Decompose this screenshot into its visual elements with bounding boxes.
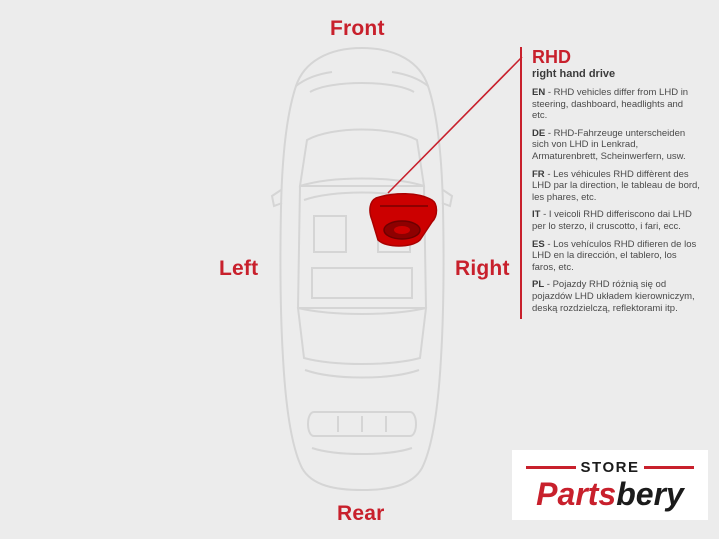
- logo-brand-text: [536, 477, 684, 511]
- callout-language-de: [532, 128, 700, 163]
- language-text-de: - RHD-Fahrzeuge unterscheiden sich von LHD in Lenkrad, Armaturenbrett, Scheinwerfern, usw.: [532, 127, 686, 162]
- orientation-label-right: Right: [455, 257, 510, 280]
- language-code-fr: FR: [532, 168, 545, 180]
- callout-language-es: [532, 239, 700, 274]
- logo-store-row: [526, 459, 694, 476]
- callout-language-en: [532, 87, 700, 122]
- language-code-en: EN: [532, 87, 546, 98]
- rhd-callout-panel: [520, 47, 700, 319]
- language-code-es: ES: [532, 238, 545, 250]
- language-code-it: IT: [532, 209, 541, 221]
- language-text-es: - Los vehículos RHD difieren de los LHD en la dirección, el tablero, los faros, etc.: [532, 238, 697, 273]
- callout-language-pl: [532, 279, 700, 314]
- logo-brand-second: bery: [616, 476, 684, 512]
- rhd-highlight-region: [370, 194, 437, 246]
- orientation-label-rear: Rear: [337, 502, 385, 525]
- callout-subtitle: right hand drive: [532, 68, 616, 80]
- brand-logo: [512, 450, 708, 520]
- callout-title: RHD: [532, 47, 571, 67]
- orientation-label-left: Left: [219, 257, 259, 280]
- language-text-fr: - Les véhicules RHD diffèrent des LHD par la direction, le tableau de bord, les phares, etc.: [532, 168, 700, 203]
- orientation-label-front: Front: [330, 17, 385, 40]
- logo-rule-right: [644, 466, 694, 469]
- language-text-pl: - Pojazdy RHD różnią się od pojazdów LHD układem kierowniczym, deską rozdzielczą, reflektorami itp.: [532, 279, 695, 314]
- language-code-pl: PL: [532, 279, 545, 291]
- callout-language-it: [532, 209, 700, 232]
- logo-rule-left: [526, 466, 576, 469]
- callout-language-fr: [532, 169, 700, 204]
- language-text-it: - I veicoli RHD differiscono dai LHD per lo sterzo, il cruscotto, i fari, ecc.: [532, 209, 692, 232]
- language-text-en: - RHD vehicles differ from LHD in steering, dashboard, headlights and etc.: [532, 87, 689, 122]
- logo-store-text: STORE: [580, 459, 640, 476]
- car-top-view-illustration: [252, 40, 472, 495]
- logo-brand-first: Parts: [536, 476, 617, 512]
- language-code-de: DE: [532, 127, 546, 139]
